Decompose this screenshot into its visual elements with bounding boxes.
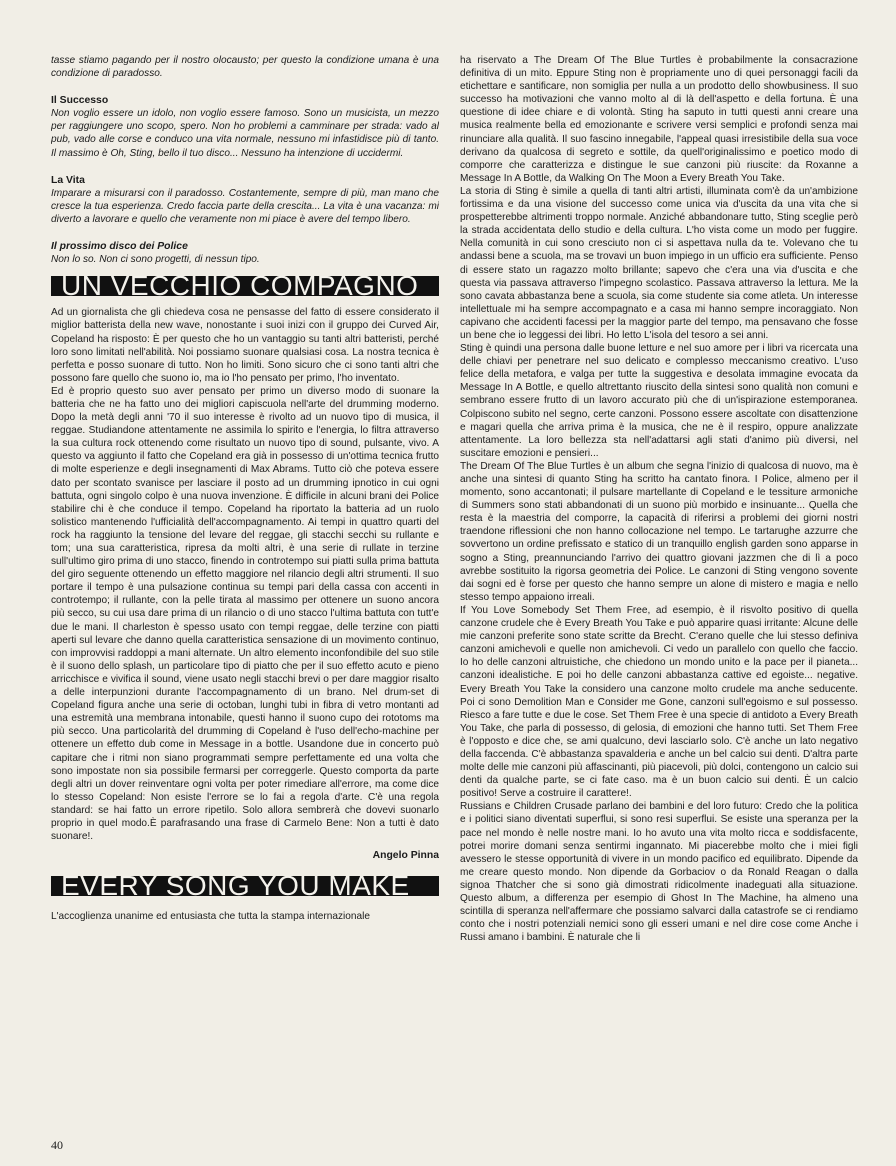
section-banner-every-song: EVERY SONG YOU MAKE — [51, 876, 439, 896]
section-body-success: Non voglio essere un idolo, non voglio essere famoso. Sono un musicista, un mezzo per raggiungere uno scopo, spero. Non ho problemi a camminare per strada: vado al pub, vado alle corse e conduco una vita normale, nessuno mi infastidisce più di tanto. Il massimo è Oh, Sting, bello il tuo disco... Nessuno ha intenzione di uccidermi. — [51, 108, 439, 159]
article-paragraph: L'accoglienza unanime ed entusiasta che tutta la stampa internazionale — [51, 911, 370, 923]
article-paragraph: Ad un giornalista che gli chiedeva cosa ne pensasse del fatto di essere considerato il miglior batterista della new wave, nonostante i suoi inizi con il gruppo dei Curved Air, Copeland ha risposto: È per questo che ho un vantaggio su tanti altri batteristi, perché loro sono limitati nell'abilità. Noi possiamo suonare qualsiasi cosa. La nostra tecnica è perfetta e posso suonare di tutto. Non ho limiti. Sono sicuro che ci sono tanti altri che possono fare quello che suono io, ma io l'ho pensato per primo, l'ho inventato. — [51, 307, 439, 384]
section-banner-old-companion: UN VECCHIO COMPAGNO — [51, 276, 439, 296]
article-paragraph: Russians e Children Crusade parlano dei bambini e del loro futuro: Credo che la politica e i politici siano diventati superflui, si sono resi superflui. Se esiste una speranza per la pace nel mondo è nelle nostre mani. Io ho avuto una vita molto ricca e soddisfacente, potrei morire domani senza sentirmi ingannato. Mi piacerebbe molto che i miei figli avessero le stesse opportunità di vivere in un mondo pacifico ed equilibrato. Dipende da me creare questo mondo. Non dipende da Gorbaciov o da Ronald Reagan o dalla signoa Thatcher che si sono già dimostrati ridicolmente inadeguati alla situazione. Questo album, a differenza per esempio di Ghost In The Machine, ha almeno una scintilla di speranza nell'affermare che possiamo salvarci dalla catastrofe se ci rendiamo conto che i nostri potenziali nemici sono gli esseri umani e nel dire cose come Anche i Russi amano i bambini. È naturale che li — [460, 801, 858, 944]
article-paragraph: Sting è quindi una persona dalle buone letture e nel suo amore per i libri va ricercata una delle chiavi per penetrare nel suo delicato e complesso meccanismo creativo. L'uso felice della metafora, e valga per tutte la suggestiva e desolata immagine evocata da Message In A Bottle, e quello altrettanto riuscito della sintesi sono qualità non comuni e sembrano essere frutto di un lavoro accurato più che di un'ispirazione estemporanea. Colpiscono subito nel segno, certe canzoni. Possono essere ascoltate con disattenzione e magari quella che arriva prima è la musica, che ne è il respiro, oppure analizzate attentamente. La loro bellezza sta nell'adattarsi agli stati d'animo più diversi, nel suscitare emozioni e pensieri... — [460, 343, 858, 459]
section-body-next-album: Non lo so. Non ci sono progetti, di nessun tipo. — [51, 254, 260, 266]
article-paragraph: La storia di Sting è simile a quella di tanti altri artisti, illuminata com'è da un'ambizione fortissima e da una visione del successo come unica via d'uscita da una vita che si prospetterebbe altrimenti troppo normale. Anziché abbandonare tutto, Sting sceglie però la strada accidentata dello studio e della cultura. L'ho vista come un modo per fuggire. Nella comunità in cui sono cresciuto non ci si aspettava nulla da te. Volevano che tu andassi bene a scuola, ma se trovavi un buon impiego in un ufficio era sufficiente. Penso di essere stato un ragazzo molto brillante; sapevo che c'era una via d'uscita e che questa via passava attraverso l'impegno scolastico. Passava attraverso la lettura. Me la sono cavata abbastanza bene a scuola, sia come studente sia come atleta. Un interesse intellettuale mi ha sempre accompagnato e a casa mi hanno sempre incoraggiato. Non capivano che accidenti facessi per la maggior parte del tempo, ma pensavano che fosse un bene che io leggessi dei libri. Ho letto L'isola del tesoro a sei anni. — [460, 185, 858, 341]
section-heading-next-album: Il prossimo disco dei Police — [51, 241, 188, 253]
article-paragraph: If You Love Somebody Set Them Free, ad esempio, è il risvolto positivo di quella canzone crudele che è Every Breath You Take e può apparire quasi irritante: Alcune delle mie canzoni preferite sono state scritte da Brecht. C'erano quelle che lui stesso definiva canzoni amichevoli e quelle non amichevoli. Ci vedo un parallelo con quello che faccio. Io ho delle canzoni altruistiche, che chiedono un mondo unito e la pace per il pianeta... canzoni idealistiche. E poi ho delle canzoni abbastanza cattive ed egoiste... negative. Every Breath You Take la considero una canzone molto crudele ma anche seducente. Poi ci sono Demolition Man e Consider me Gone, canzoni sull'egoismo e sul possesso. Riesco a fare tutte e due le cose. Set Them Free è una specie di antidoto a Every Breath You Take, che parla di possesso, di gelosia, di emozioni che hanno tutti. Set Them Free è l'opposto e dice che, se ami qualcuno, devi lasciarlo solo. C'è anche un lato negativo della faccenda. C'è abbastanza spavalderia e anche un bel calcio sui denti. D'altra parte molte delle mie canzoni più affascinanti, più piacevoli, più dolci, contengono un calcio sui denti da qualche parte, se ci fate caso. ma è un buon calcio sui denti. È un calcio positivo! Serve a costruire il carattere!. — [460, 604, 858, 800]
right-column — [460, 54, 858, 1134]
article-paragraph: Ed è proprio questo suo aver pensato per primo un diverso modo di suonare la batteria che ne ha fatto uno dei migliori capiscuola nell'arte del drumming moderno. Dopo la metà degli anni '70 il suo interesse è rivolto ad un nuovo tipo di musica, il reggae. Studiandone attentamente ne assimila lo spirito e l'energia, lo filtra attraverso la sua cultura rock ottenendo come risultato un nuovo tipo di sound, pulsante, vivo. A questo va aggiunto il fatto che Copeland era già in possesso di un'ottima tecnica frutto di molte esperienze e degli insegnamenti di Max Abrams. Tutto ciò che poteva essere dato per scontato svanisce per lasciare il posto ad un drumming ipnotico in cui ogni battuta, ogni singolo colpo è una nuova invenzione. È difficile in alcuni brani dei Police stabilire chi è che conduce il tempo. Copeland ha riportato la batteria ad un ruolo solistico mantenendo l'ufficialità dell'accompagnamento. Ai tempi in quattro quarti del rock ha raggiunto la tensione del levare del reggae, gli stacchi secchi su rullante e tom; una sua caratteristica, ripresa da molti altri, è una serie di rullate in terzine sull'ultimo giro prima di uno stacco, finendo in controtempo sui piatti sulla prima battuta del giro seguente ottenendo un effetto maggiore nel rilancio degli altri strumenti. Il suo portare il tempo è una pulsazione continua su tempi pari della cassa con accenti in controtempo; il rullante, con la pelle tirata al massimo per ottenere un suono ancora più secco, su cui usa dare prima di un rilancio o di uno stacco l'ultima battuta con tutt'e due le mani. Il charleston è spesso usato con tempi reggae, delle terzine con piatti aperti sul levare che danno quella caratteristica sensazione di un movimento continuo, con improvvisi raddoppi a mani alternate. Un altro elemento inconfondibile del suo stile è il suono dello splash, un particolare tipo di piatto che per il suo effetto acuto e pieno arricchisce e vivifica il sound, viene usato negli stacchi brevi o per dare maggior risalto a delle interpunzioni durante l'accompagnamento di un brano. Nel drum-set di Copeland figura anche una serie di octoban, lunghi tubi in fibra di vetro montanti ad una estremità una membrana intonabile, questi hanno il suono cupo dei rototoms ma più secco. Una particolarità del drumming di Copeland è l'uso dell'echo-machine per ottenere un effetto dub come in Message in a bottle. Usandone due in concerto può capitare che i ritmi non siano programmati sempre perfettamente ed una volta che sono impostate non sia possibile fermarsi per correggerle. Questo comporta da parte degli altri un dover reinventare ogni volta per poter rimediare all'errore, ma come dice lo stesso Copeland: Non esiste l'errore se lo fai a regola d'arte. C'è una regola standard: se hai fatto un errore ripetilo. Solo allora sembrerà che dovevi suonarlo proprio in quel modo.È parafrasando una frase di Carmelo Bene: Non a tutti è dato suonare!. — [51, 385, 439, 843]
intro-paragraph: tasse stiamo pagando per il nostro olocausto; per questo la condizione umana è una condizione di paradosso. — [51, 55, 439, 80]
article-paragraph: ha riservato a The Dream Of The Blue Turtles è probabilmente la consacrazione definitiva di un mito. Eppure Sting non è propriamente uno di quei personaggi facili da etichettare e santificare, non somiglia per nulla a un prodotto dello showbusiness. Il suo successo ha motivazioni che vanno molto al di là dell'aspetto e della fortuna. È una questione di idee chiare e di volontà. Sting ha saputo in tutti questi anni creare una musica realmente bella ed emozionante e scrivere versi semplici e profondi senza mai rinunciare alla qualità. Il suo fascino innegabile, l'appeal quasi irresistibile della sua voce derivano da qualcosa di segreto e sottile, da quell'originalissimo e poetico modo di comporre che caratterizza e distingue le sue canzoni più riuscite: da Roxanne a Message In A Bottle, da Walking On The Moon a Every Breath You Take. — [460, 55, 858, 184]
section-heading-life: La Vita — [51, 174, 85, 186]
left-column — [51, 54, 439, 1134]
author-signature: Angelo Pinna — [372, 850, 439, 862]
article-paragraph: The Dream Of The Blue Turtles è un album che segna l'inizio di qualcosa di nuovo, ma è anche una sintesi di quanto Sting ha scritto ha cantato finora. I Police, almeno per il momento, sono accantonati; il pulsare martellante di Copeland e le tessiture armoniche di Summers sono stati abbandonati di un suono più morbido e insinuante... Quella che resta è la maestria del comporre, la capacità di riferirsi a problemi dei giorni nostri traendone riflessioni che non hanno collocazione nel tempo. Le tartarughe azzurre che sovvertono un ordine prefissato e statico di un tranquillo english garden sono apparse in sogno a Sting, preannunciando l'arrivo dei quattro giovani jazzmen che di lì a poco avrebbe sostituito la rigorsa geometria dei Police. Le canzoni di Sting vengono sovente dai sogni ed è forse per questo che hanno sempre un alone di mistero e magia e nello stesso tempo appaiono irreali. — [460, 460, 858, 603]
section-heading-success: Il Successo — [51, 95, 109, 107]
page-number: 40 — [51, 1138, 63, 1152]
section-body-life: Imparare a misurarsi con il paradosso. Costantemente, sempre di più, man mano che cresce la tua esperienza. Credo faccia parte della crescita... La vita è una vacanza: mi diverto a lavorare e quello che veramente non mi piace è avere del tempo libero. — [51, 187, 439, 225]
